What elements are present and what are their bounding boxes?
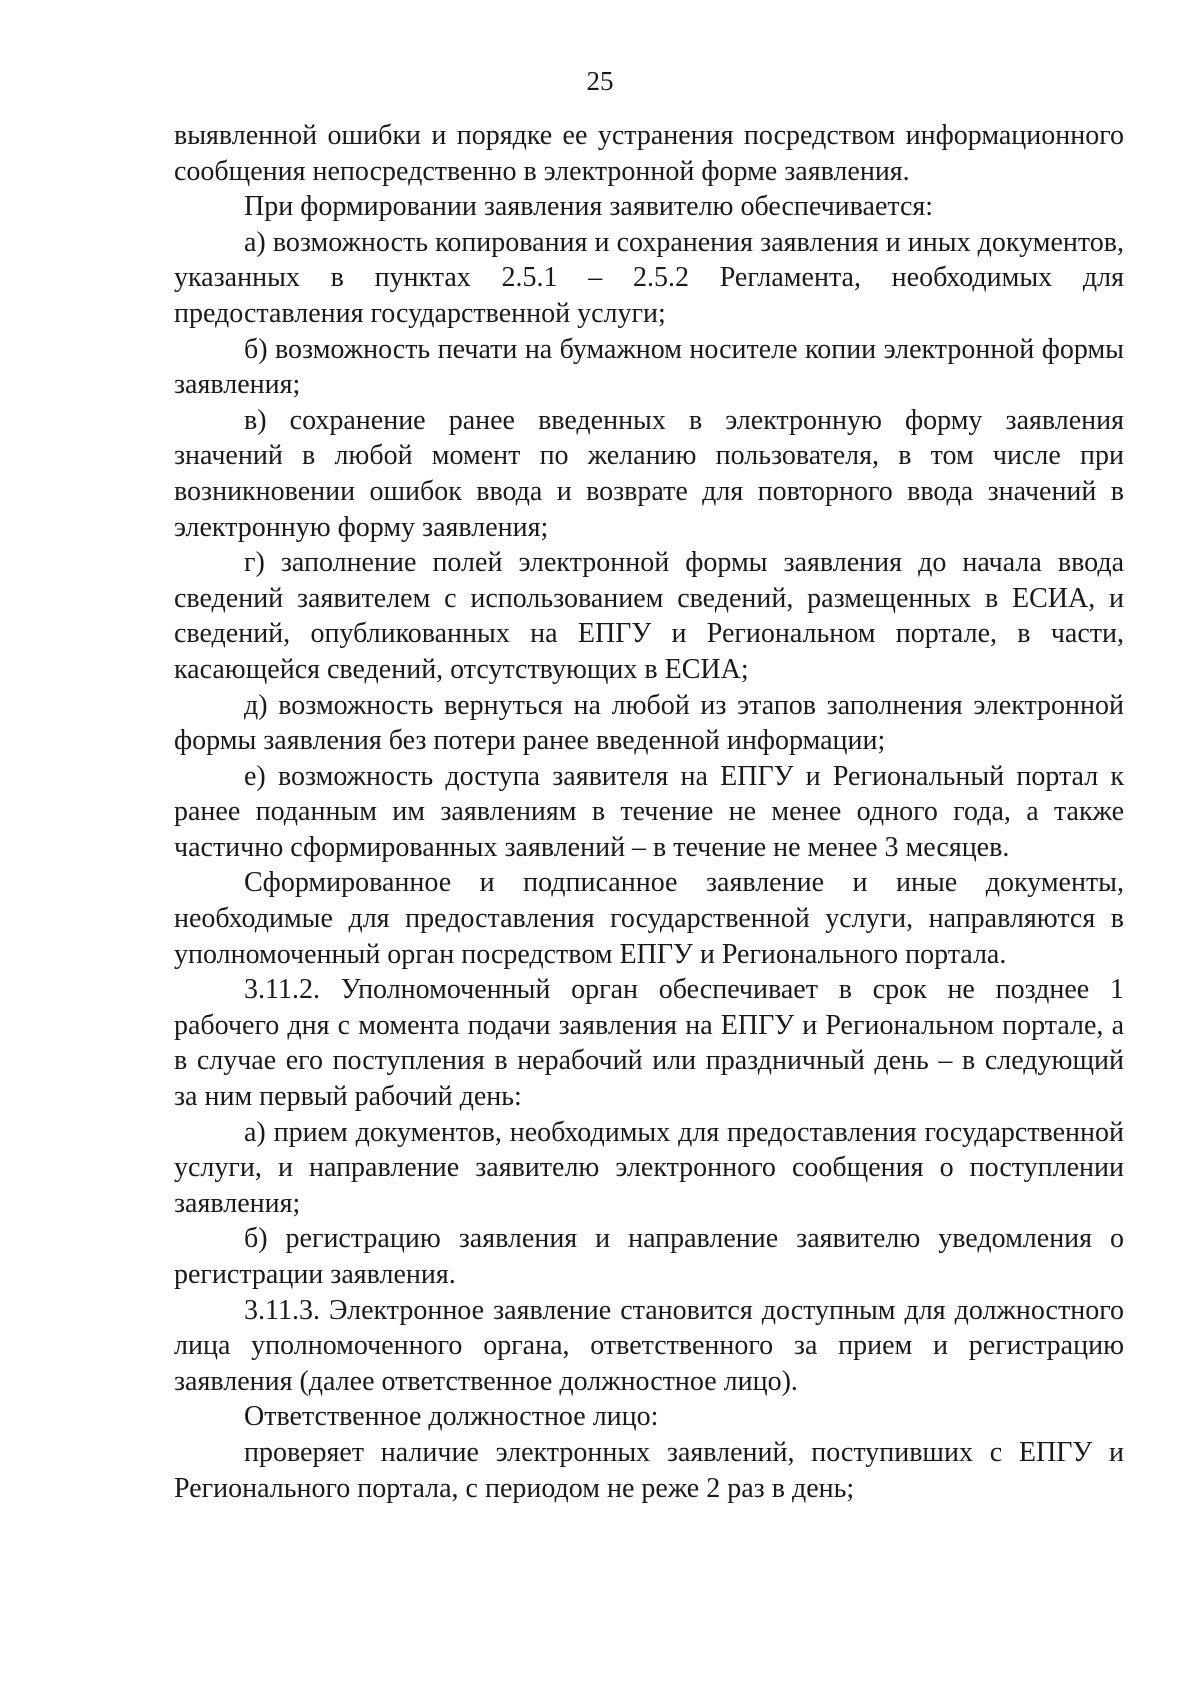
list-item-a: а) возможность копирования и сохранения заявления и иных документов, указанных в пунктах 2.5.1 – 2.5.2 Регламента, необходимых для предоставления государственной услуги; <box>174 226 1124 329</box>
paragraph: Сформированное и подписанное заявление и иные документы, необходимые для предоставления государственной услуги, направляются в уполномоченный орган посредством ЕПГУ и Регионального портала. <box>174 867 1124 970</box>
section-3-11-3: 3.11.3. Электронное заявление становится доступным для должностного лица уполномоченного органа, ответственного за прием и регистрацию заявления (далее ответственное должностное лицо). <box>174 1294 1124 1397</box>
document-body <box>174 118 1124 1506</box>
paragraph-continuation: выявленной ошибки и порядке ее устранения посредством информационного сообщения непосредственно в электронной форме заявления. <box>174 120 1124 187</box>
list-item-a: а) прием документов, необходимых для предоставления государственной услуги, и направление заявителю электронного сообщения о поступлении заявления; <box>174 1116 1124 1219</box>
list-item-e: е) возможность доступа заявителя на ЕПГУ и Региональный портал к ранее поданным им заявлениям в течение не менее одного года, а также частично сформированных заявлений – в течение не менее 3 месяцев. <box>174 760 1124 863</box>
section-3-11-2: 3.11.2. Уполномоченный орган обеспечивает в срок не позднее 1 рабочего дня с момента подачи заявления на ЕПГУ и Региональном портале, а в случае его поступления в нерабочий или праздничный день – в следующий за ним первый рабочий день: <box>174 974 1124 1113</box>
list-item-b: б) регистрацию заявления и направление заявителю уведомления о регистрации заявления. <box>174 1223 1124 1290</box>
list-item-g: г) заполнение полей электронной формы заявления до начала ввода сведений заявителем с использованием сведений, размещенных в ЕСИА, и сведений, опубликованных на ЕПГУ и Региональном портале, в части, касающейся сведений, отсутствующих в ЕСИА; <box>174 547 1124 685</box>
paragraph: проверяет наличие электронных заявлений, поступивших с ЕПГУ и Регионального портала, с периодом не реже 2 раз в день; <box>174 1436 1124 1504</box>
page-number: 25 <box>586 66 614 96</box>
list-item-v: в) сохранение ранее введенных в электронную форму заявления значений в любой момент по желанию пользователя, в том числе при возникновении ошибок ввода и возврате для повторного ввода значений в электронную форму заявления; <box>174 404 1124 543</box>
list-item-b: б) возможность печати на бумажном носителе копии электронной формы заявления; <box>174 333 1124 401</box>
paragraph: При формировании заявления заявителю обеспечивается: <box>244 191 934 223</box>
list-item-d: д) возможность вернуться на любой из этапов заполнения электронной формы заявления без потери ранее введенной информации; <box>174 689 1124 757</box>
paragraph: Ответственное должностное лицо: <box>244 1401 659 1433</box>
